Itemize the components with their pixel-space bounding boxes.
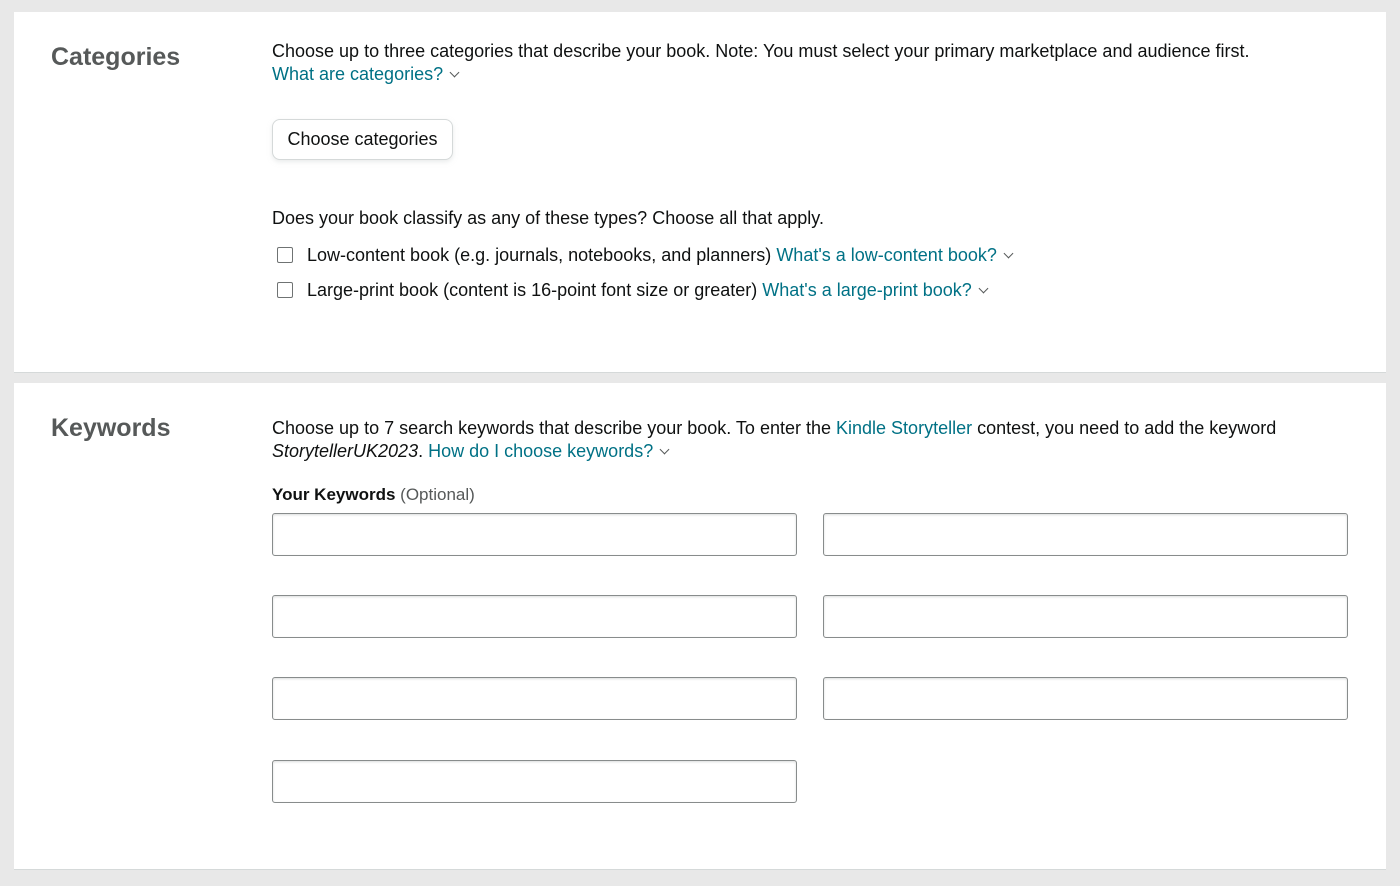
keyword-input-6[interactable]	[823, 677, 1348, 720]
choose-keywords-help-link[interactable]: How do I choose keywords?	[428, 441, 654, 461]
kindle-storyteller-link[interactable]: Kindle Storyteller	[836, 418, 973, 438]
low-content-help-link[interactable]: What's a low-content book?	[776, 245, 997, 265]
types-prompt: Does your book classify as any of these types? Choose all that apply.	[272, 208, 824, 228]
keywords-field-label	[272, 485, 475, 505]
categories-description: Choose up to three categories that describe your book. Note: You must select your primary marketplace and audience first.	[272, 41, 1250, 61]
keywords-description: Choose up to 7 search keywords that describe your book. To enter the Kindle Storyteller contest, you need to add the keyword StorytellerUK2023. How do I choose keywords?	[272, 418, 1277, 461]
low-content-checkbox[interactable]	[277, 247, 293, 263]
large-print-label: Large-print book (content is 16-point font size or greater)	[307, 280, 758, 300]
keywords-title: Keywords	[51, 414, 171, 442]
chevron-down-icon	[660, 445, 670, 455]
what-are-categories-link[interactable]: What are categories?	[272, 64, 444, 84]
keyword-input-5[interactable]	[272, 677, 797, 720]
chevron-down-icon	[450, 68, 460, 78]
categories-title: Categories	[51, 43, 181, 71]
keyword-input-2[interactable]	[823, 513, 1348, 556]
keyword-input-7[interactable]	[272, 760, 797, 803]
keywords-label-text: Your Keywords	[272, 485, 396, 504]
keyword-input-3[interactable]	[272, 595, 797, 638]
categories-description-block	[272, 40, 1352, 86]
large-print-checkbox[interactable]	[277, 282, 293, 298]
keyword-example: StorytellerUK2023	[272, 441, 419, 461]
keywords-description-post: contest, you need to add the keyword	[977, 418, 1277, 438]
keywords-optional-text: (Optional)	[400, 485, 475, 504]
large-print-help-link[interactable]: What's a large-print book?	[762, 280, 972, 300]
keyword-input-1[interactable]	[272, 513, 797, 556]
categories-section	[14, 12, 1386, 372]
choose-categories-button[interactable]: Choose categories	[272, 119, 453, 160]
keywords-section	[14, 383, 1386, 869]
low-content-option	[277, 244, 1012, 267]
keyword-input-4[interactable]	[823, 595, 1348, 638]
large-print-option	[277, 279, 987, 302]
low-content-label: Low-content book (e.g. journals, notebooks, and planners)	[307, 245, 772, 265]
chevron-down-icon	[1003, 249, 1013, 259]
chevron-down-icon	[978, 284, 988, 294]
keywords-description-pre: Choose up to 7 search keywords that describe your book. To enter the	[272, 418, 831, 438]
